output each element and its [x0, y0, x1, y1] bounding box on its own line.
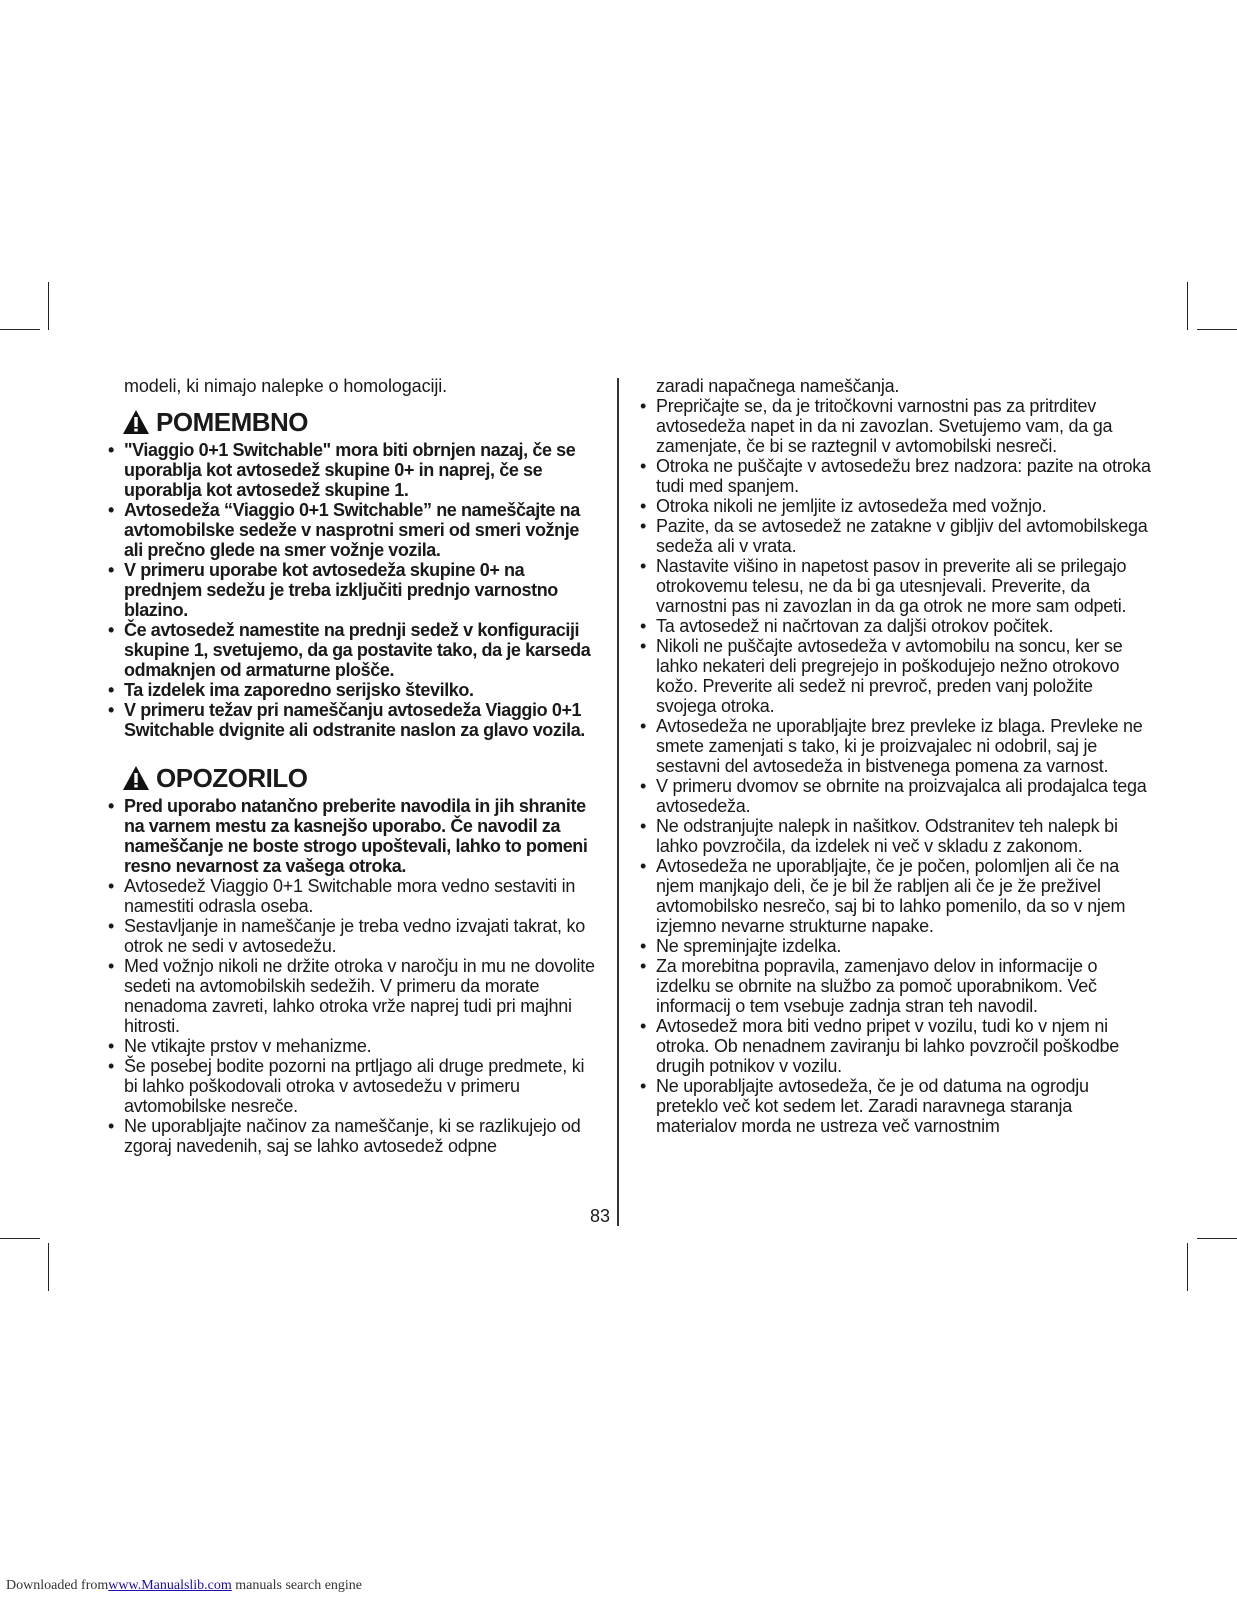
- list-item: • Med vožnjo nikoli ne držite otroka v naročju in mu ne dovolite sedeti na avtomobilskih sedežih. V primeru da morate nenadoma zavreti, lahko otroka vrže naprej tudi pri majhni hitrosti.: [108, 956, 600, 1036]
- list-item: • Ne spreminjajte izdelka.: [640, 936, 1152, 956]
- crop-mark: [0, 1238, 40, 1239]
- list-item: • Avtosedeža “Viaggio 0+1 Switchable” ne nameščajte na avtomobilske sedeže v nasprotni smeri od smeri vožnje ali prečno glede na smer vožnje vozila.: [108, 500, 600, 560]
- warning-title: OPOZORILO: [156, 763, 308, 793]
- list-item: • Otroka ne puščajte v avtosedežu brez nadzora: pazite na otroka tudi med spanjem.: [640, 456, 1152, 496]
- list-item: • V primeru uporabe kot avtosedeža skupine 0+ na prednjem sedežu je treba izključiti prednjo varnostno blazino.: [108, 560, 600, 620]
- list-item: • Pred uporabo natančno preberite navodila in jih shranite na varnem mestu za kasnejšo uporabo. Če navodil za nameščanje ne boste strogo upoštevali, lahko to pomeni resno nevarnost za vašega otroka.: [108, 796, 600, 876]
- list-item: • Nastavite višino in napetost pasov in preverite ali se prilegajo otrokovemu telesu, ne da bi ga utesnjevali. Preverite, da varnostni pas ni zavozlan in da ga otrok ne more sam odpeti.: [640, 556, 1152, 616]
- list-item: • V primeru dvomov se obrnite na proizvajalca ali prodajalca tega avtosedeža.: [640, 776, 1152, 816]
- list-item: • Pazite, da se avtosedež ne zatakne v gibljiv del avtomobilskega sedeža ali v vrata.: [640, 516, 1152, 556]
- crop-mark: [1187, 282, 1188, 330]
- crop-mark: [1187, 1243, 1188, 1291]
- list-item: • Avtosedeža ne uporabljajte, če je počen, polomljen ali če na njem manjkajo deli, če je bil že rabljen ali če je že preživel avtomobilsko nesrečo, saj bi to lahko pomenilo, da so v njem izjemno nevarne strukturne napake.: [640, 856, 1152, 936]
- crop-mark: [48, 282, 49, 330]
- important-list: [108, 440, 600, 740]
- warning-triangle-icon: [122, 765, 150, 791]
- left-column: [108, 376, 600, 1156]
- list-item: • Nikoli ne puščajte avtosedeža v avtomobilu na soncu, ker se lahko nekateri deli pregrejejo in poškodujejo nežno otrokovo kožo. Preverite ali sedež ni prevroč, preden vanj položite svojega otroka.: [640, 636, 1152, 716]
- list-item: • Ne vtikajte prstov v mehanizme.: [108, 1036, 600, 1056]
- crop-mark: [1197, 1238, 1237, 1239]
- crop-mark: [48, 1243, 49, 1291]
- right-list: [640, 396, 1152, 1136]
- list-item: • Če avtosedež namestite na prednji sedež v konfiguraciji skupine 1, svetujemo, da ga postavite tako, da je karseda odmaknjen od armaturne plošče.: [108, 620, 600, 680]
- footer-suffix: manuals search engine: [235, 1578, 363, 1593]
- column-divider: [617, 378, 619, 1226]
- warning-heading: [122, 764, 600, 792]
- list-item: • Avtosedeža ne uporabljajte brez prevleke iz blaga. Prevleke ne smete zamenjati s tako, ki je proizvajalec ni odobril, saj je sestavni del avtosedeža in bistvenega pomena za varnost.: [640, 716, 1152, 776]
- list-item: • Avtosedež mora biti vedno pripet v vozilu, tudi ko v njem ni otroka. Ob nenadnem zaviranju bi lahko povzročil poškodbe drugih potnikov v vozilu.: [640, 1016, 1152, 1076]
- list-item: • Otroka nikoli ne jemljite iz avtosedeža med vožnjo.: [640, 496, 1152, 516]
- list-item: • Ta izdelek ima zaporedno serijsko številko.: [108, 680, 600, 700]
- list-item: • Ta avtosedež ni načrtovan za daljši otrokov počitek.: [640, 616, 1152, 636]
- manualslib-link[interactable]: www.Manualslib.com: [108, 1578, 232, 1593]
- list-item: • Ne uporabljajte načinov za nameščanje, ki se razlikujejo od zgoraj navedenih, saj se lahko avtosedež odpne: [108, 1116, 600, 1156]
- list-item: • Ne odstranjujte nalepk in našitkov. Odstranitev teh nalepk bi lahko povzročila, da izdelek ni več v skladu z zakonom.: [640, 816, 1152, 856]
- important-title: POMEMBNO: [156, 407, 308, 437]
- list-item: • Prepričajte se, da je tritočkovni varnostni pas za pritrditev avtosedeža napet in da ni zavozlan. Svetujemo vam, da ga zamenjate, če bi se raztegnil v avtomobilski nesreči.: [640, 396, 1152, 456]
- important-heading: [122, 408, 600, 436]
- list-item: • Za morebitna popravila, zamenjavo delov in informacije o izdelku se obrnite na službo za pomoč uporabnikom. Več informacij o tem vsebuje zadnja stran teh navodil.: [640, 956, 1152, 1016]
- download-footer: [6, 1578, 362, 1594]
- list-item: • Ne uporabljajte avtosedeža, če je od datuma na ogrodju preteklo več kot sedem let. Zaradi naravnega staranja materialov morda ne ustreza več varnostnim: [640, 1076, 1152, 1136]
- warning-bold-list: [108, 796, 600, 876]
- list-item: • Avtosedež Viaggio 0+1 Switchable mora vedno sestaviti in namestiti odrasla oseba.: [108, 876, 600, 916]
- crop-mark: [0, 329, 40, 330]
- footer-prefix: Downloaded from: [6, 1578, 109, 1593]
- intro-text: modeli, ki nimajo nalepke o homologaciji.: [124, 376, 448, 396]
- list-item: • "Viaggio 0+1 Switchable" mora biti obrnjen nazaj, če se uporablja kot avtosedež skupine 0+ in naprej, če se uporablja kot avtosedež skupine 1.: [108, 440, 600, 500]
- list-item: • Še posebej bodite pozorni na prtljago ali druge predmete, ki bi lahko poškodovali otroka v avtosedežu v primeru avtomobilske nesreče.: [108, 1056, 600, 1116]
- list-item: • V primeru težav pri nameščanju avtosedeža Viaggio 0+1 Switchable dvignite ali odstranite naslon za glavo vozila.: [108, 700, 600, 740]
- page-number: 83: [590, 1206, 611, 1226]
- list-item: • Sestavljanje in nameščanje je treba vedno izvajati takrat, ko otrok ne sedi v avtosedežu.: [108, 916, 600, 956]
- continuation-text: zaradi napačnega nameščanja.: [656, 376, 900, 396]
- warning-list: [108, 876, 600, 1156]
- crop-mark: [1197, 329, 1237, 330]
- warning-triangle-icon: [122, 409, 150, 435]
- right-column: [640, 376, 1152, 1136]
